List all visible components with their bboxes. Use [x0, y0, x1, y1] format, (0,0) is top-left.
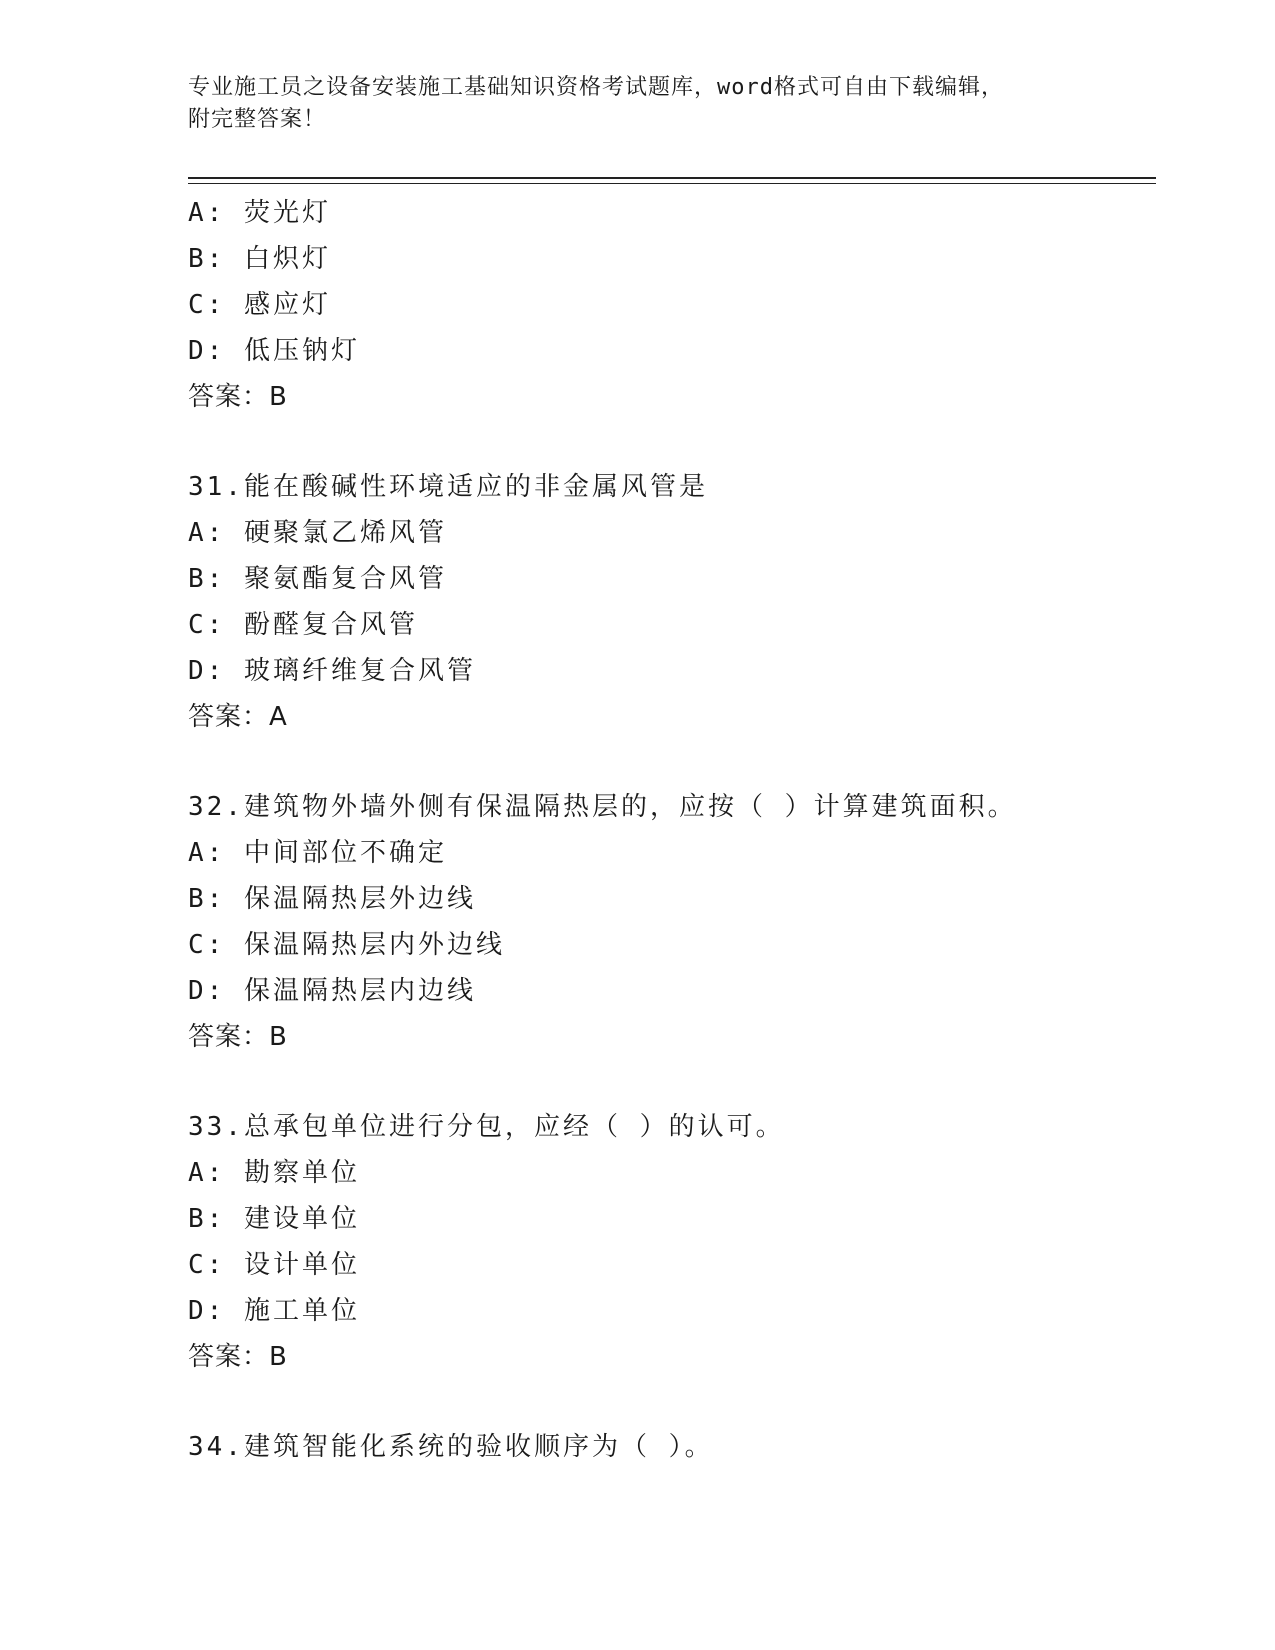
question-block: [188, 190, 1148, 420]
header-line-1: 专业施工员之设备安装施工基础知识资格考试题库，word格式可自由下载编辑，: [188, 75, 1004, 100]
answer-label: 答案：B: [188, 1022, 288, 1052]
question-block: [188, 1424, 1148, 1470]
option-d: D: 低压钠灯: [188, 336, 360, 366]
answer-label: 答案：B: [188, 382, 288, 412]
option-b: B: 保温隔热层外边线: [188, 884, 476, 914]
question-stem: 32.建筑物外墙外侧有保温隔热层的，应按（ ）计算建筑面积。: [188, 792, 1017, 822]
option-a: A: 硬聚氯乙烯风管: [188, 518, 447, 548]
option-b: B: 白炽灯: [188, 244, 331, 274]
question-block: [188, 464, 1148, 740]
option-c: C: 设计单位: [188, 1250, 360, 1280]
option-d: D: 玻璃纤维复合风管: [188, 656, 476, 686]
question-stem: 31.能在酸碱性环境适应的非金属风管是: [188, 472, 708, 502]
option-d: D: 保温隔热层内边线: [188, 976, 476, 1006]
document-header: [188, 72, 1088, 136]
option-b: B: 建设单位: [188, 1204, 360, 1234]
question-stem: 34.建筑智能化系统的验收顺序为（ ）。: [188, 1432, 714, 1462]
option-a: A: 荧光灯: [188, 198, 331, 228]
option-a: A: 中间部位不确定: [188, 838, 447, 868]
question-block: [188, 1104, 1148, 1380]
answer-label: 答案：B: [188, 1342, 288, 1372]
header-divider-thin: [188, 183, 1156, 184]
option-c: C: 酚醛复合风管: [188, 610, 418, 640]
question-stem: 33.总承包单位进行分包，应经（ ）的认可。: [188, 1112, 785, 1142]
header-divider: [188, 177, 1156, 179]
header-line-2: 附完整答案！: [188, 107, 327, 132]
option-a: A: 勘察单位: [188, 1158, 360, 1188]
question-block: [188, 784, 1148, 1060]
answer-label: 答案：A: [188, 702, 288, 732]
question-list: [188, 190, 1148, 1470]
option-d: D: 施工单位: [188, 1296, 360, 1326]
option-c: C: 保温隔热层内外边线: [188, 930, 505, 960]
option-b: B: 聚氨酯复合风管: [188, 564, 447, 594]
option-c: C: 感应灯: [188, 290, 331, 320]
